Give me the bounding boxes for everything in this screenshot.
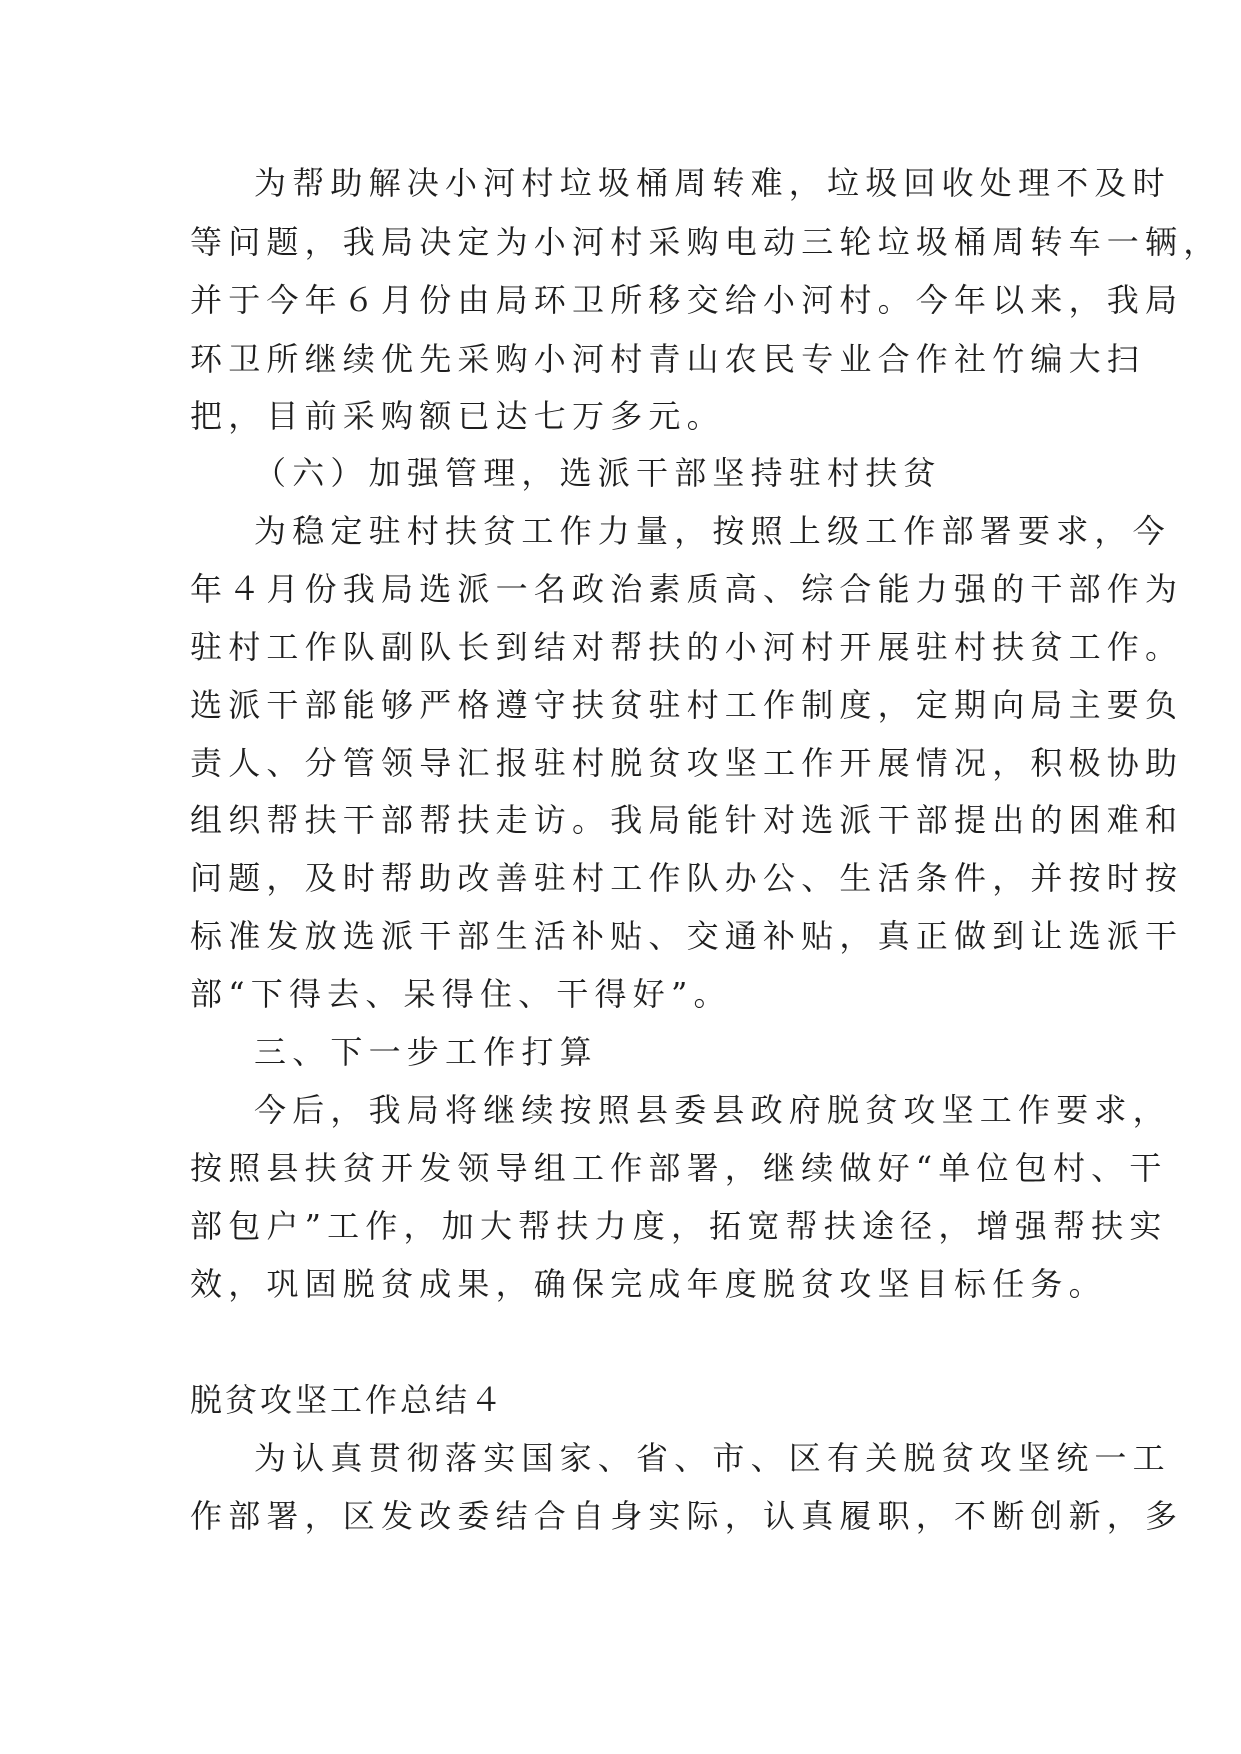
paragraph-line: 责人、分管领导汇报驻村脱贫攻坚工作开展情况，积极协助	[190, 744, 1184, 782]
paragraph-line: 作部署，区发改委结合自身实际，认真履职，不断创新，多	[190, 1497, 1184, 1535]
paragraph-line: 为稳定驻村扶贫工作力量，按照上级工作部署要求，今	[254, 512, 1171, 550]
paragraph-line: 问题，及时帮助改善驻村工作队办公、生活条件，并按时按	[190, 859, 1184, 897]
paragraph-line: 部“下得去、呆得住、干得好”。	[190, 975, 732, 1013]
paragraph-line: 并于今年６月份由局环卫所移交给小河村。今年以来，我局	[190, 281, 1184, 319]
paragraph-line: 组织帮扶干部帮扶走访。我局能针对选派干部提出的困难和	[190, 801, 1184, 839]
paragraph-line: 按照县扶贫开发领导组工作部署，继续做好“单位包村、干	[190, 1149, 1168, 1187]
paragraph-line: 选派干部能够严格遵守扶贫驻村工作制度，定期向局主要负	[190, 686, 1184, 724]
paragraph-line: 等问题，我局决定为小河村采购电动三轮垃圾桶周转车一辆，	[190, 223, 1222, 261]
section-heading: （六）加强管理，选派干部坚持驻村扶贫	[254, 454, 942, 492]
paragraph-line: 环卫所继续优先采购小河村青山农民专业合作社竹编大扫	[190, 340, 1146, 378]
paragraph-line: 为认真贯彻落实国家、省、市、区有关脱贫攻坚统一工	[254, 1439, 1171, 1477]
paragraph-line: 部包户”工作，加大帮扶力度，拓宽帮扶途径，增强帮扶实	[190, 1207, 1168, 1245]
paragraph-line: 把，目前采购额已达七万多元。	[190, 397, 725, 435]
paragraph-line: 标准发放选派干部生活补贴、交通补贴，真正做到让选派干	[190, 917, 1184, 955]
paragraph-line: 今后，我局将继续按照县委县政府脱贫攻坚工作要求，	[254, 1091, 1171, 1129]
paragraph-line: 为帮助解决小河村垃圾桶周转难，垃圾回收处理不及时	[254, 164, 1171, 202]
section-title: 脱贫攻坚工作总结４	[190, 1381, 506, 1419]
paragraph-line: 效，巩固脱贫成果，确保完成年度脱贫攻坚目标任务。	[190, 1265, 1107, 1303]
paragraph-line: 年４月份我局选派一名政治素质高、综合能力强的干部作为	[190, 570, 1184, 608]
section-heading: 三、下一步工作打算	[254, 1033, 598, 1071]
paragraph-line: 驻村工作队副队长到结对帮扶的小河村开展驻村扶贫工作。	[190, 628, 1184, 666]
